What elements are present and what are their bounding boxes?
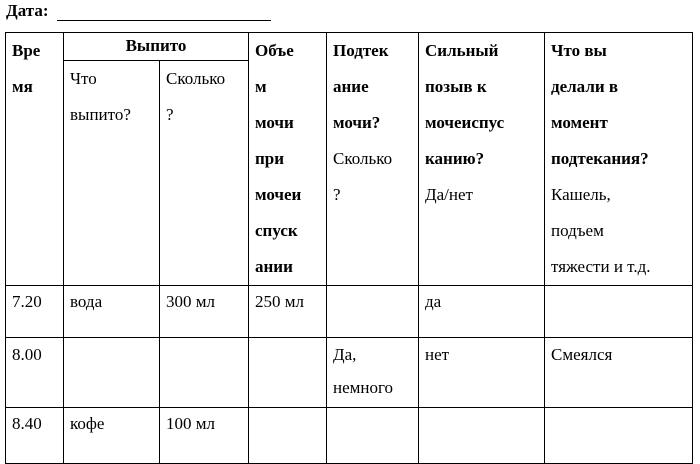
- date-label: Дата:: [6, 1, 49, 20]
- cell-volume: 250 мл: [249, 286, 327, 338]
- date-field-line: [57, 20, 271, 21]
- cell-time: 8.00: [6, 338, 64, 408]
- cell-doing: [545, 408, 693, 464]
- cell-volume: [249, 408, 327, 464]
- table-row: [6, 338, 693, 408]
- header-what-drunk: Что выпито?: [64, 60, 160, 285]
- cell-doing: [545, 286, 693, 338]
- cell-what: [64, 338, 160, 408]
- cell-what: кофе: [64, 408, 160, 464]
- header-doing: Что вы делали в момент подтекания? Кашель, подъем тяжести и т.д.: [545, 33, 693, 286]
- cell-urge: [419, 408, 545, 464]
- header-how-much: Сколько ?: [160, 60, 249, 285]
- cell-time: 7.20: [6, 286, 64, 338]
- cell-leak: Да, немного: [327, 338, 419, 408]
- table-row: [6, 286, 693, 338]
- cell-leak: [327, 408, 419, 464]
- cell-amount: [160, 338, 249, 408]
- cell-amount: 300 мл: [160, 286, 249, 338]
- cell-volume: [249, 338, 327, 408]
- diary-table: [5, 32, 693, 464]
- table-row: [6, 408, 693, 464]
- cell-what: вода: [64, 286, 160, 338]
- cell-time: 8.40: [6, 408, 64, 464]
- cell-amount: 100 мл: [160, 408, 249, 464]
- header-leak: Подтек ание мочи? Сколько ?: [327, 33, 419, 286]
- cell-urge: нет: [419, 338, 545, 408]
- header-urge: Сильный позыв к мочеиспус канию? Да/нет: [419, 33, 545, 286]
- header-drunk: Выпито: [64, 33, 249, 61]
- cell-urge: да: [419, 286, 545, 338]
- cell-leak: [327, 286, 419, 338]
- header-volume: Объе м мочи при мочеи спуск ании: [249, 33, 327, 286]
- header-time: Вре мя: [6, 33, 64, 286]
- cell-doing: Смеялся: [545, 338, 693, 408]
